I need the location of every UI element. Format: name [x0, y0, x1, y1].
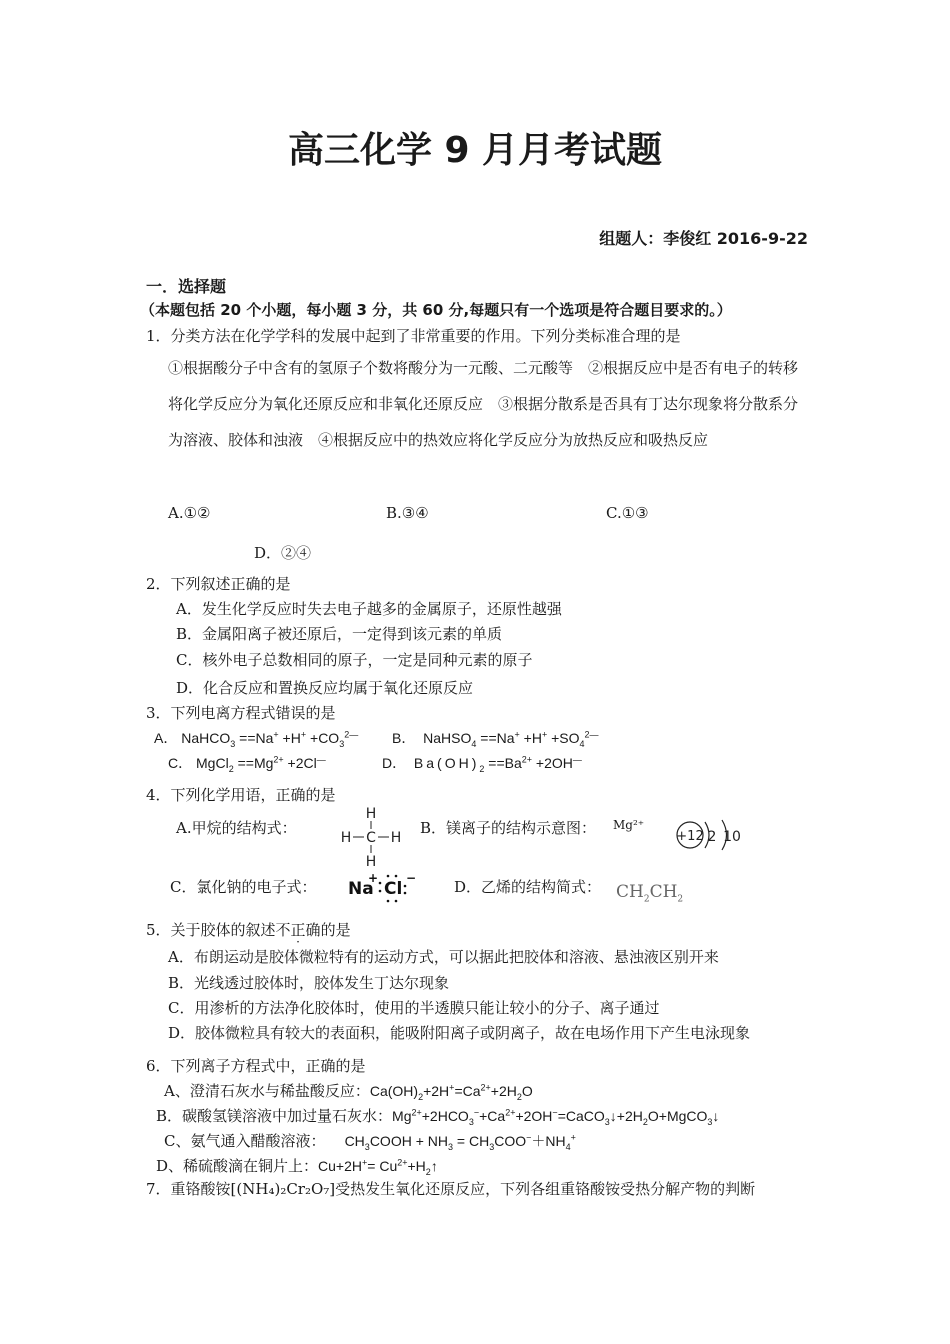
mg-shell-2: 10	[723, 829, 741, 845]
q5-emphasis: 不正确	[275, 921, 321, 939]
methane-carbon: C	[366, 830, 376, 846]
q1-option-d: D．②④	[254, 544, 312, 562]
q4-option-a: A.甲烷的结构式：	[176, 819, 297, 837]
svg-text:+: +	[368, 871, 379, 885]
q4-option-b: B．镁离子的结构示意图：	[420, 819, 597, 837]
q7-stem: 7．重铬酸铵[(NH₄)₂Cr₂O₇]受热发生氧化还原反应，下列各组重铬酸铵受热分解产物的判断	[146, 1180, 756, 1198]
q6-option-d: D、稀硫酸滴在铜片上：$Cu+2H^+= Cu^{2+}+H_2↑$	[156, 1157, 438, 1177]
methane-h-left: H	[340, 830, 352, 846]
nacl-na: Na	[348, 879, 374, 899]
q4-option-c: C．氯化钠的电子式：	[170, 878, 317, 896]
methane-structural-formula	[336, 800, 406, 870]
q4-option-d: D．乙烯的结构简式：	[454, 878, 602, 896]
svg-text:−: −	[406, 871, 417, 885]
q4-stem: 4．下列化学用语，正确的是	[146, 786, 336, 804]
q1-body: ①根据酸分子中含有的氢原子个数将酸分为一元酸、二元酸等 ②根据反应中是否有电子的转移将化学反应分为氧化还原反应和非氧化还原反应 ③根据分散系是否具有丁达尔现象将分散系分为溶液、胶体和浊液 ④根据反应中的热效应将化学反应分为放热反应和吸热反应	[168, 359, 799, 449]
author-line: 组题人：李俊红 2016-9-22	[599, 229, 808, 248]
q3-stem: 3．下列电离方程式错误的是	[146, 704, 336, 722]
q6-stem: 6．下列离子方程式中，正确的是	[146, 1057, 366, 1075]
q5-option-b: B．光线透过胶体时，胶体发生丁达尔现象	[168, 974, 450, 992]
q5-stem: 5．关于胶体的叙述不正确的是	[146, 921, 351, 939]
q1-stem: 1．分类方法在化学学科的发展中起到了非常重要的作用。下列分类标准合理的是	[146, 327, 681, 345]
page-title: 高三化学 9 月月考试题	[287, 130, 663, 171]
section-heading: 一．选择题	[146, 277, 227, 296]
q5-option-c: C．用渗析的方法净化胶体时，使用的半透膜只能让较小的分子、离子通过	[168, 999, 660, 1017]
sodium-chloride-electron-formula	[344, 870, 420, 904]
ethylene-formula: $CH_2CH_2$	[616, 882, 684, 905]
q5-option-a: A．布朗运动是胶体微粒特有的运动方式，可以据此把胶体和溶液、悬浊液区别开来	[168, 948, 719, 966]
mg-shell-1: 2	[707, 829, 717, 845]
nacl-cl: Cl	[384, 879, 403, 899]
q1-option-b: B.③④	[386, 504, 429, 522]
mg-nucleus-charge: +12	[676, 829, 704, 844]
q3-option-c: C． MgCl$_2$ $==Mg^{2+} +2Cl^—$	[168, 754, 326, 774]
q2-option-d: D．化合反应和置换反应均属于氧化还原反应	[176, 679, 474, 697]
q3-option-a: A． NaHCO$_3$ $==Na^+ +H^+ +CO_3^{2—}$	[154, 729, 359, 749]
q5-option-d: D．胶体微粒具有较大的表面积，能吸附阳离子或阴离子，故在电场作用下产生电泳现象	[168, 1024, 751, 1042]
q4-mg-ion-label: Mg²⁺	[613, 818, 645, 832]
q2-option-c: C．核外电子总数相同的原子，一定是同种元素的原子	[176, 651, 533, 669]
methane-h-right: H	[390, 830, 402, 846]
q2-option-a: A．发生化学反应时失去电子越多的金属原子，还原性越强	[176, 600, 562, 618]
q3-option-b: B． NaHSO$_4$ $==Na^+ +H^+ +SO_4^{2—}$	[392, 729, 599, 749]
section-instructions: （本题包括 20 个小题，每小题 3 分，共 60 分,每题只有一个选项是符合题目要求的。）	[140, 301, 732, 319]
q3-option-d: D． $Ba(OH)_2 ==Ba^{2+} +2OH^—$	[382, 754, 582, 774]
q1-option-c: C.①③	[606, 504, 649, 522]
q6-option-b: B．碳酸氢镁溶液中加过量石灰水：$Mg^{2+}+2HCO_3^-+Ca^{2+}+2OH^-=CaCO_3↓+2H_2O+MgCO_3↓$	[156, 1107, 720, 1127]
q1-option-a: A.①②	[168, 504, 211, 522]
methane-h-bottom: H	[365, 854, 377, 870]
q6-option-c: C、氨气通入醋酸溶液： $CH_3COOH + NH_3 = CH_3COO^-+NH_4^+$	[164, 1132, 576, 1152]
q2-stem: 2．下列叙述正确的是	[146, 575, 291, 593]
methane-h-top: H	[365, 806, 377, 822]
magnesium-ion-structure-diagram	[672, 815, 748, 855]
q6-option-a: A、澄清石灰水与稀盐酸反应：$Ca(OH)_2+2H^+=Ca^{2+}+2H_2O$	[164, 1082, 533, 1102]
q2-option-b: B．金属阳离子被还原后，一定得到该元素的单质	[176, 625, 503, 643]
